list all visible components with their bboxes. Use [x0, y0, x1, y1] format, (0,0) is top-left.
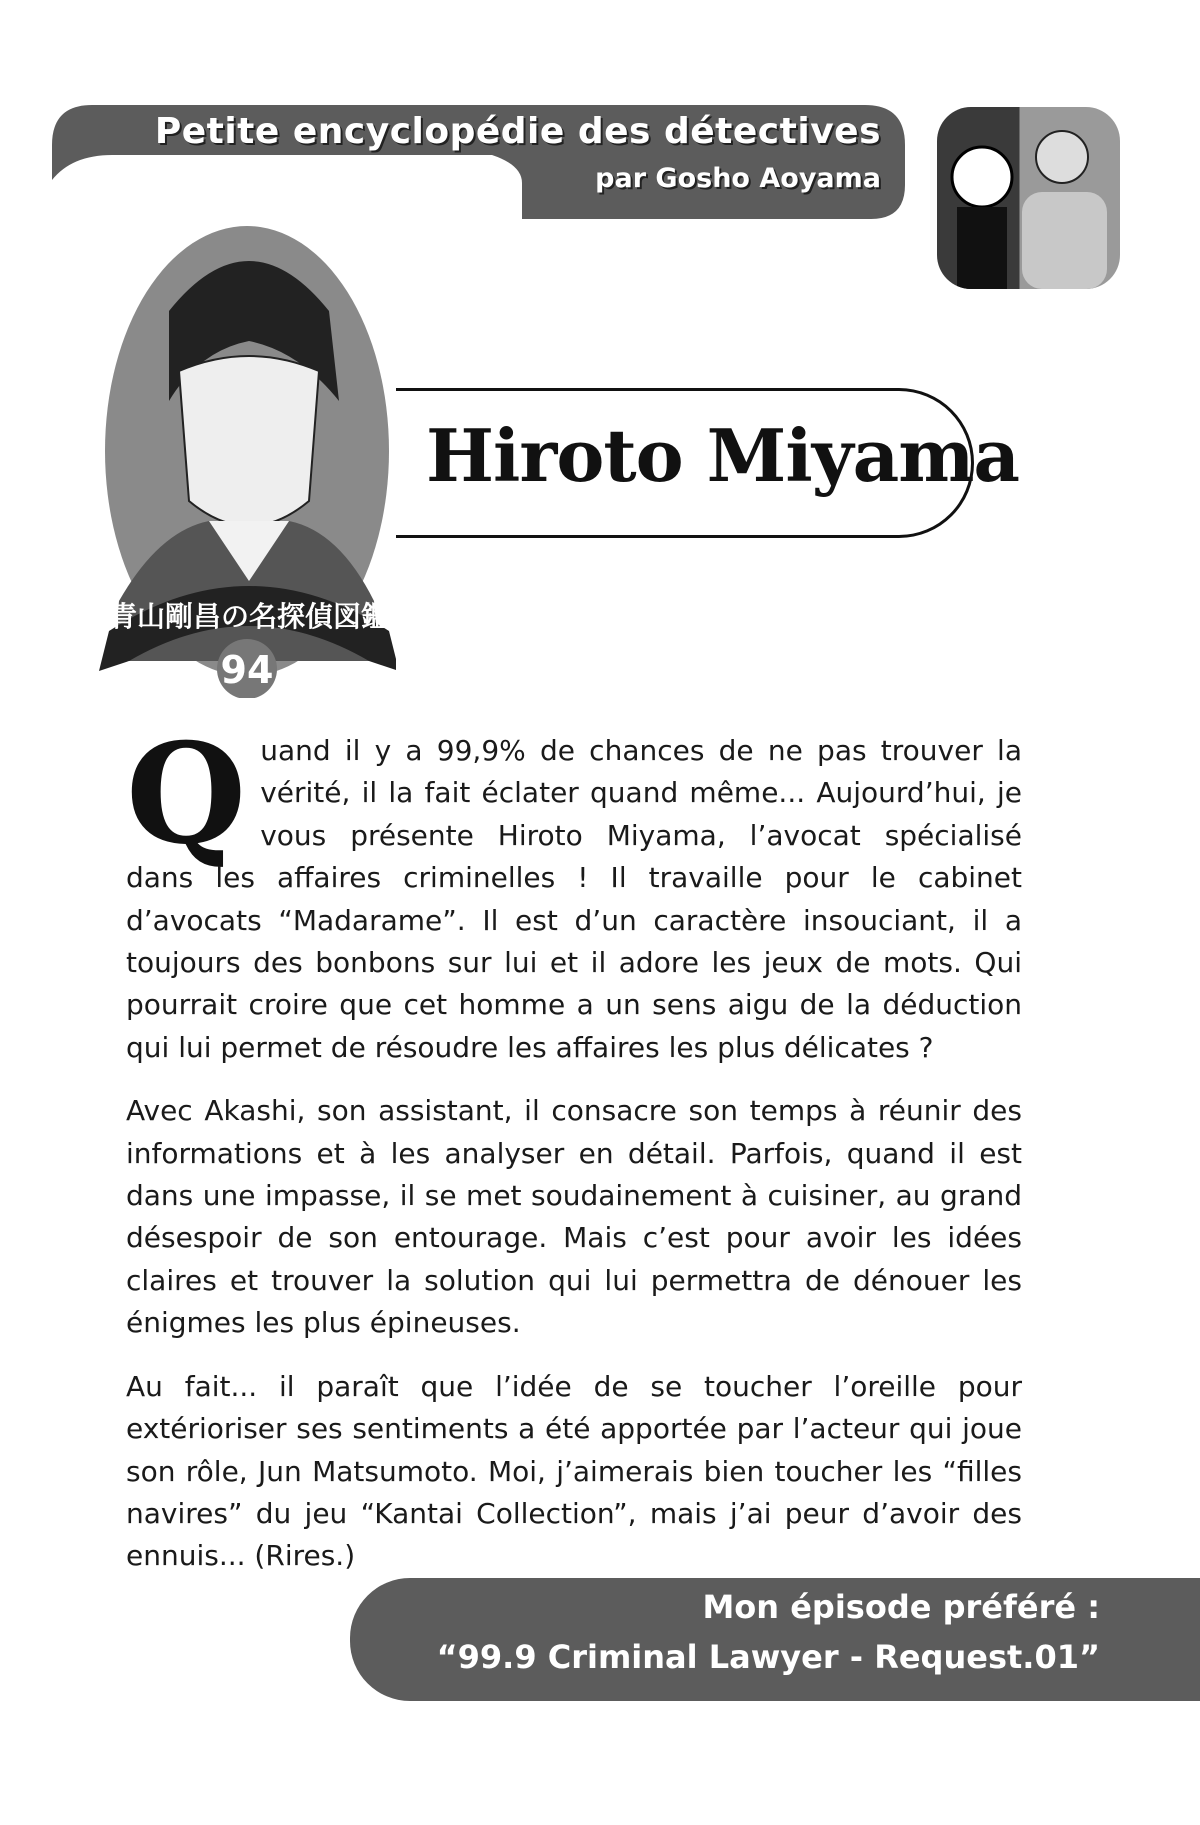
drop-cap: Q [126, 712, 247, 875]
article-body [126, 712, 1022, 1599]
badge-number: 94 [220, 648, 274, 692]
author-photo [937, 107, 1120, 289]
paragraph-2: Avec Akashi, son assistant, il consacre son temps à réunir des informations et à les analyser en détail. Parfois, quand il est dans une impasse, il se met soudainement à cuisiner, au grand désespoir de son entourage. Mais c’est pour avoir les idées claires et trouver la solution qui lui permettra de dénouer les énigmes les plus épineuses. [126, 1094, 1022, 1340]
portrait-illustration [99, 221, 396, 698]
favorite-episode-banner [350, 1578, 1200, 1701]
character-portrait [99, 221, 396, 698]
character-name: Hiroto Miyama [426, 413, 1020, 498]
paragraph-1-text: uand il y a 99,9% de chances de ne pas trouver la vérité, il la fait éclater quand même... Aujourd’hui, je vous présente Hiroto Miyama, l’avocat spécialisé dans les affaires criminelles ! Il travaille pour le cabinet d’avocats “Madarame”. Il est d’un caractère insouciant, il a toujours des bonbons sur lui et il adore les jeux de mots. Qui pourrait croire que cet homme a un sens aigu de la déduction qui lui permet de résoudre les affaires les plus délicates ? [126, 734, 1022, 1064]
badge-japanese-title: 青山剛昌の名探偵図鑑 [108, 600, 390, 633]
author-photo-illustration [937, 107, 1120, 289]
paragraph-1 [126, 712, 1022, 1069]
character-name-box [396, 388, 1020, 538]
favorite-episode-label: Mon épisode préféré : [702, 1588, 1100, 1626]
paragraph-3: Au fait... il paraît que l’idée de se toucher l’oreille pour extérioriser ses sentiments a été apportée par l’acteur qui joue son rôle, Jun Matsumoto. Moi, j’aimerais bien toucher les “filles navires” du jeu “Kantai Collection”, mais j’ai peur d’avoir des ennuis... (Rires.) [126, 1369, 1022, 1573]
favorite-episode-title: “99.9 Criminal Lawyer - Request.01” [436, 1638, 1100, 1676]
header-title: Petite encyclopédie des détectives [154, 111, 881, 152]
header-banner [52, 105, 905, 219]
header-subtitle: par Gosho Aoyama [595, 163, 881, 194]
